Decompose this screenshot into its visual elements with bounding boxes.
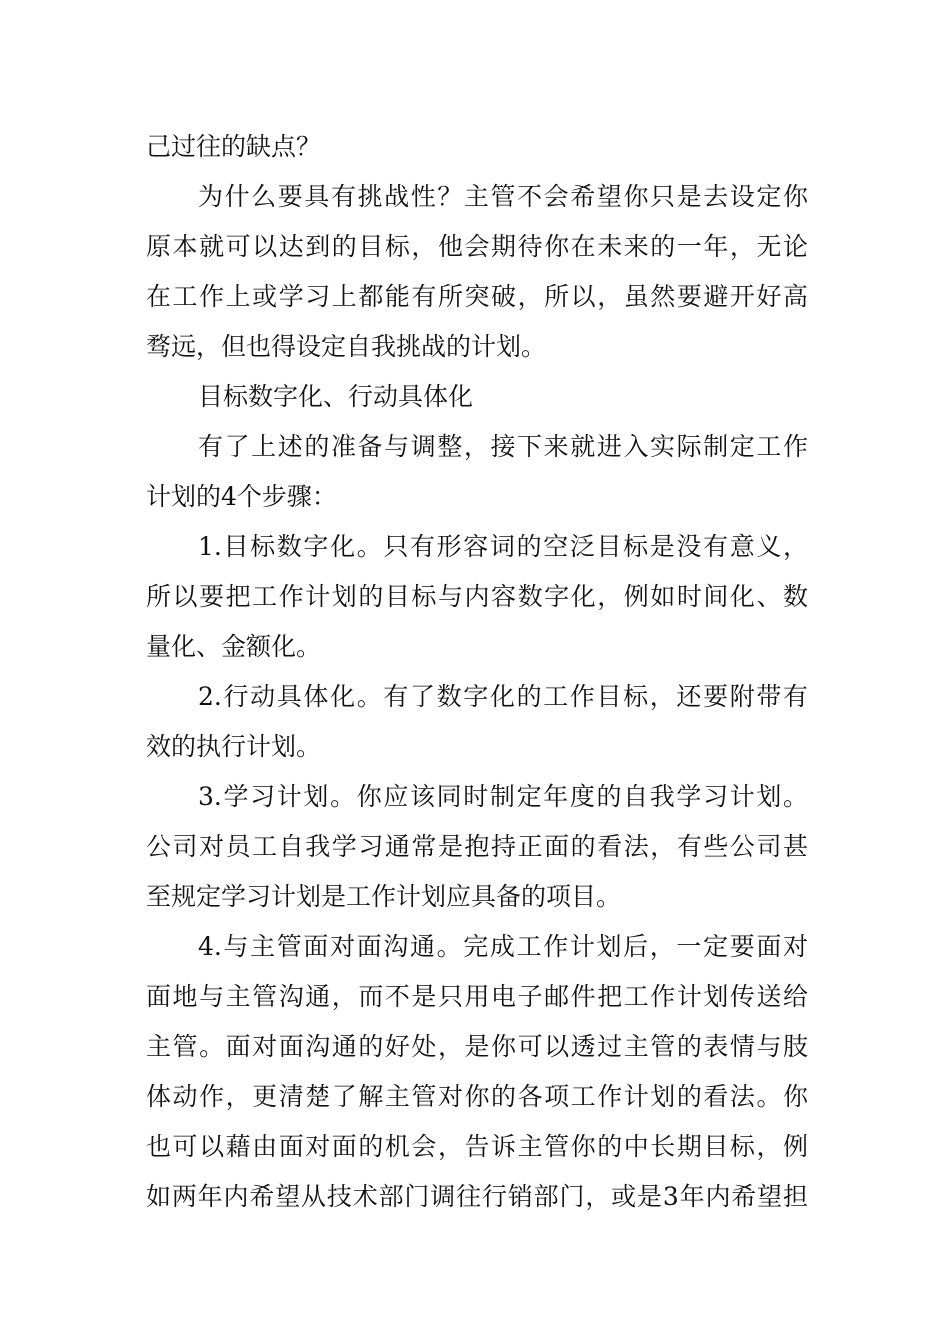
text-line: 面地与主管沟通，而不是只用电子邮件把工作计划传送给 — [146, 982, 808, 1011]
text-line: 至规定学习计划是工作计划应具备的项目。 — [146, 882, 622, 911]
text-line: 在工作上或学习上都能有所突破，所以，虽然要避开好高 — [146, 282, 808, 311]
text-line: 量化、金额化。 — [146, 632, 322, 661]
text-line: 主管。面对面沟通的好处，是你可以透过主管的表情与肢 — [146, 1032, 808, 1061]
text-line: 有了上述的准备与调整，接下来就进入实际制定工作 — [198, 432, 808, 461]
list-item-line: 1.目标数字化。只有形容词的空泛目标是没有意义， — [198, 532, 808, 561]
text-line: 也可以藉由面对面的机会，告诉主管你的中长期目标，例 — [146, 1132, 808, 1161]
text-line: 为什么要具有挑战性？主管不会希望你只是去设定你 — [198, 182, 808, 211]
document-body — [146, 122, 808, 1222]
text-line: 如两年内希望从技术部门调往行销部门，或是3年内希望担 — [146, 1182, 808, 1211]
text-line: 计划的4个步骤： — [146, 482, 337, 511]
text-line: 原本就可以达到的目标，他会期待你在未来的一年，无论 — [146, 232, 808, 261]
text-line: 骛远，但也得设定自我挑战的计划。 — [146, 332, 547, 361]
list-item-line: 2.行动具体化。有了数字化的工作目标，还要附带有 — [198, 682, 808, 711]
text-line: 公司对员工自我学习通常是抱持正面的看法，有些公司甚 — [146, 832, 808, 861]
section-heading: 目标数字化、行动具体化 — [198, 382, 474, 411]
text-line: 己过往的缺点？ — [146, 132, 322, 161]
text-line: 所以要把工作计划的目标与内容数字化，例如时间化、数 — [146, 582, 808, 611]
list-item-line: 3.学习计划。你应该同时制定年度的自我学习计划。 — [198, 782, 808, 811]
list-item-line: 4.与主管面对面沟通。完成工作计划后，一定要面对 — [198, 932, 808, 961]
text-line: 体动作，更清楚了解主管对你的各项工作计划的看法。你 — [146, 1082, 808, 1111]
text-line: 效的执行计划。 — [146, 732, 322, 761]
